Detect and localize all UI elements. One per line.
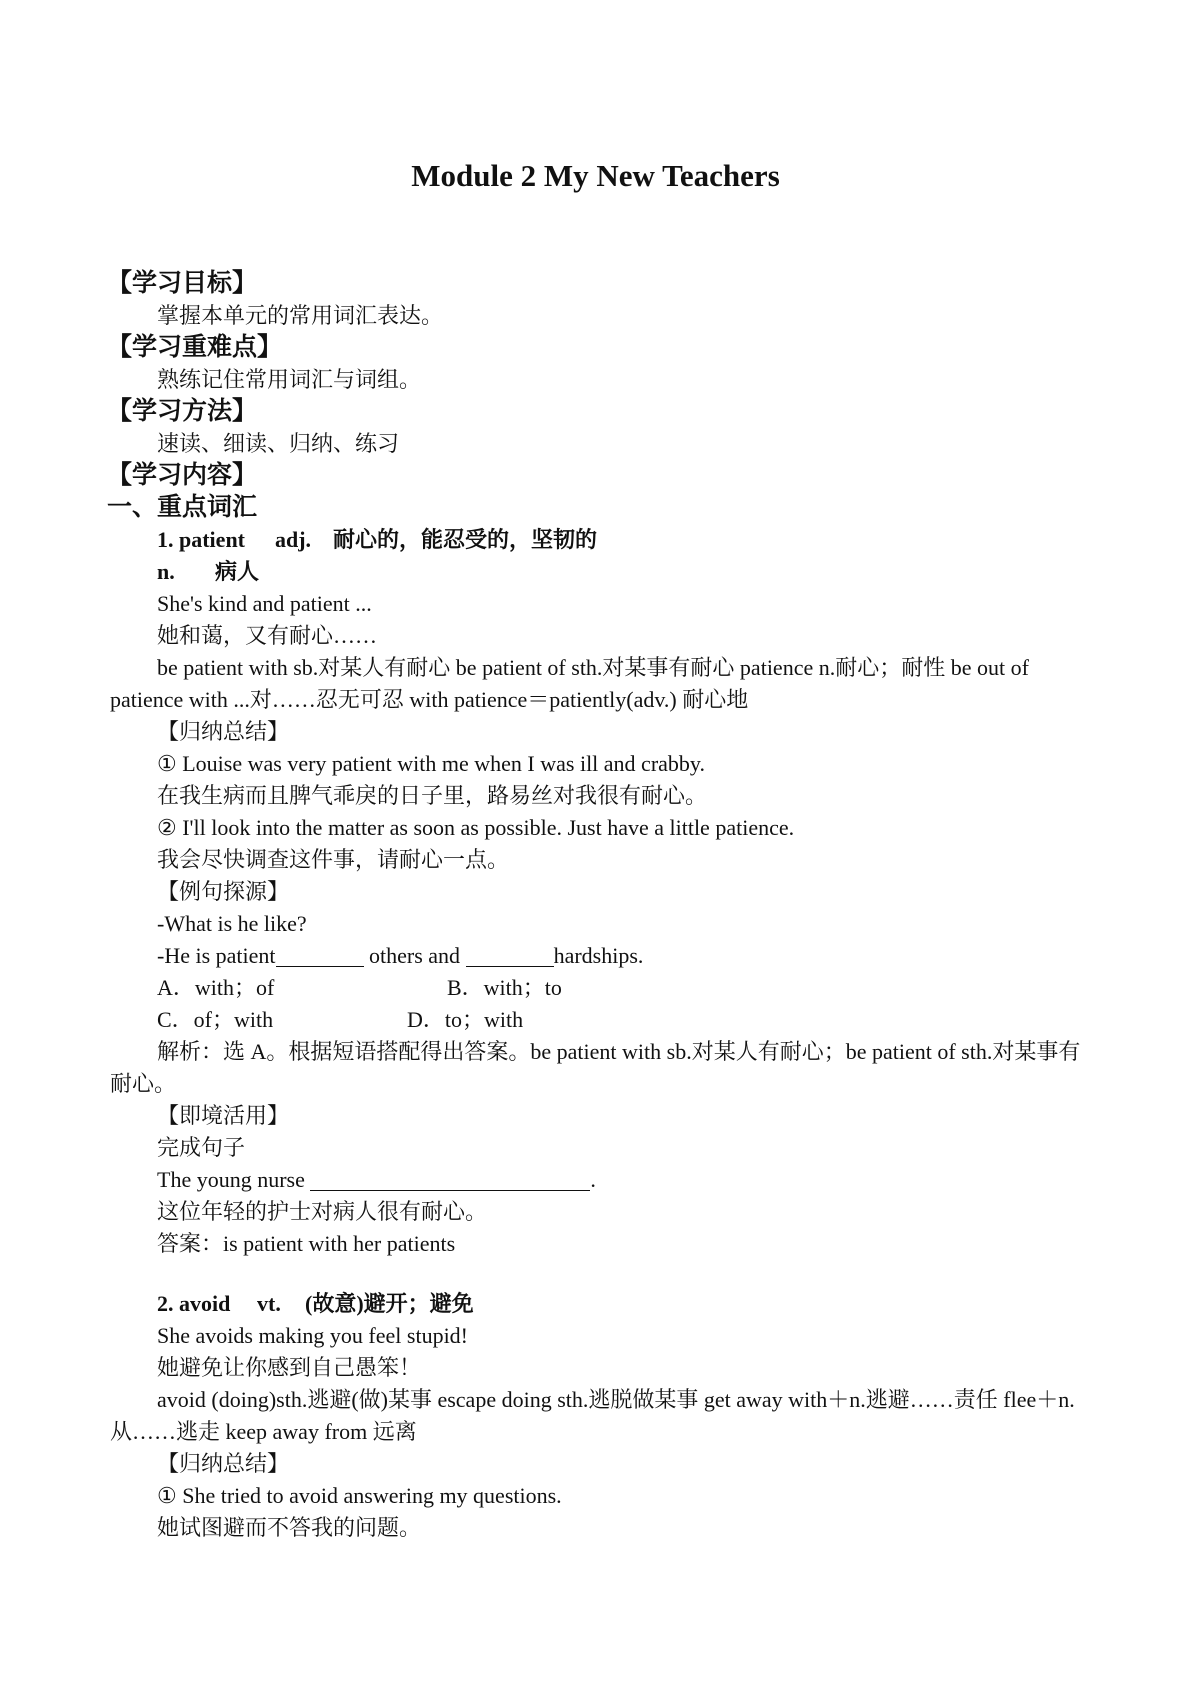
subsection-heading-summary: 【归纳总结】	[157, 1451, 290, 1476]
section-heading-goal: 【学习目标】	[107, 270, 258, 297]
example-sentence-en: She avoids making you feel stupid!	[157, 1323, 469, 1348]
method-text: 速读、细读、归纳、练习	[157, 431, 400, 456]
goal-text: 掌握本单元的常用词汇表达。	[157, 303, 444, 328]
key-points-text: 熟练记住常用词汇与词组。	[157, 367, 422, 392]
section-heading-method: 【学习方法】	[107, 398, 258, 425]
page-title: Module 2 My New Teachers	[411, 158, 780, 193]
section-heading-vocabulary: 一、重点词汇	[107, 494, 258, 521]
summary-sentence-cn: 我会尽快调查这件事，请耐心一点。	[157, 847, 510, 872]
answer-options-row	[110, 1004, 1095, 1036]
summary-sentence-en: ① Louise was very patient with me when I was ill and crabby.	[157, 751, 705, 776]
summary-sentence-en: ① She tried to avoid answering my questions.	[157, 1483, 562, 1508]
summary-sentence-en: ② I'll look into the matter as soon as possible. Just have a little patience.	[157, 815, 795, 840]
word-entry-pos: vt.	[257, 1291, 281, 1316]
apply-task: 完成句子	[157, 1135, 246, 1160]
apply-text: .	[590, 1167, 596, 1192]
analysis-text: 解析：选 A。根据短语搭配得出答案。be patient with sb.对某人有耐心；be patient of sth.对某事有耐心。	[110, 1039, 1081, 1096]
example-sentence-cn: 她和蔼，又有耐心……	[157, 623, 378, 648]
fill-blank	[310, 1168, 590, 1191]
spacer	[110, 1260, 1095, 1288]
phrase-notes: avoid (doing)sth.逃避(做)某事 escape doing sth.逃脱做某事 get away with＋n.逃避……责任 flee＋n.从……逃走 keep away from 远离	[110, 1387, 1075, 1444]
word-entry-meaning: 耐心的，能忍受的，坚韧的	[333, 527, 598, 552]
fill-blank	[466, 944, 554, 967]
apply-sentence-cn: 这位年轻的护士对病人很有耐心。	[157, 1199, 488, 1224]
subsection-heading-source: 【例句探源】	[157, 879, 290, 904]
word-entry-meaning: 病人	[215, 559, 260, 584]
word-entry-pos: adj.	[275, 527, 312, 552]
option-a: A．with；of	[157, 975, 275, 1000]
summary-sentence-cn: 她试图避而不答我的问题。	[157, 1515, 422, 1540]
word-entry-heading	[110, 1288, 1095, 1320]
word-entry-meaning: (故意)避开；避免	[305, 1291, 474, 1316]
question-text: others and	[363, 943, 466, 968]
example-sentence-en: She's kind and patient ...	[157, 591, 372, 616]
fill-blank	[276, 944, 364, 967]
question-line	[110, 940, 1095, 972]
word-entry-term: 2. avoid	[157, 1291, 231, 1316]
subsection-heading-summary: 【归纳总结】	[157, 719, 290, 744]
document-body	[107, 268, 1095, 1544]
question-text: -He is patient	[157, 943, 276, 968]
summary-sentence-cn: 在我生病而且脾气乖戾的日子里，路易丝对我很有耐心。	[157, 783, 708, 808]
subsection-heading-apply: 【即境活用】	[157, 1103, 290, 1128]
word-entry-second-sense	[110, 556, 1095, 588]
answer-options-row	[110, 972, 1095, 1004]
question-text: hardships.	[553, 943, 644, 968]
section-heading-content: 【学习内容】	[107, 462, 258, 489]
phrase-notes: be patient with sb.对某人有耐心 be patient of sth.对某事有耐心 patience n.耐心；耐性 be out of patience with ...对……忍无可忍 with patience＝patiently(adv.) 耐心地	[110, 655, 1029, 712]
question-line: -What is he like?	[157, 911, 307, 936]
option-d: D．to；with	[407, 1007, 524, 1032]
answer-text: 答案：is patient with her patients	[157, 1231, 456, 1256]
example-sentence-cn: 她避免让你感到自己愚笨！	[157, 1355, 422, 1380]
word-entry-heading	[110, 524, 1095, 556]
option-b: B．with；to	[447, 975, 562, 1000]
word-entry-term: 1. patient	[157, 527, 245, 552]
apply-text: The young nurse	[157, 1167, 311, 1192]
word-entry-pos: n.	[157, 559, 175, 584]
apply-sentence	[110, 1164, 1095, 1196]
section-heading-key-points: 【学习重难点】	[107, 334, 283, 361]
option-c: C．of；with	[157, 1007, 274, 1032]
